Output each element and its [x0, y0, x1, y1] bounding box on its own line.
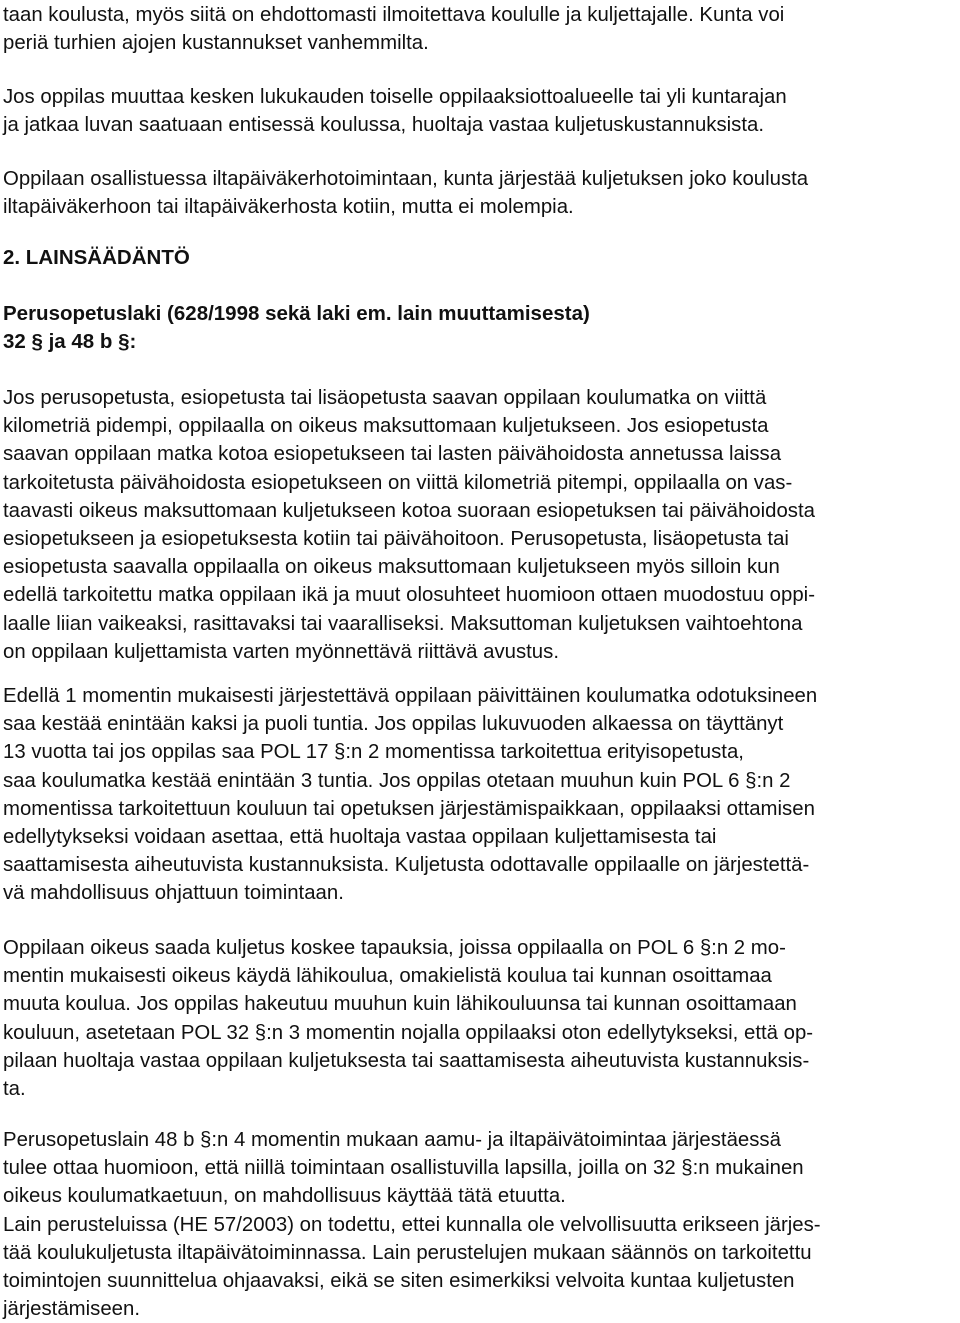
text-line: vä mahdollisuus ohjattuun toimintaan. [3, 881, 344, 905]
text-line: iltapäiväkerhoon tai iltapäiväkerhosta kotiin, mutta ei molempia. [3, 195, 574, 219]
text-line: ja jatkaa luvan saatuaan entisessä koulussa, huoltaja vastaa kuljetuskustannuksista. [3, 113, 765, 137]
text-line: esiopetukseen ja esiopetuksesta kotiin tai päivähoitoon. Perusopetusta, lisäopetusta tai [3, 526, 789, 550]
paragraph-area-change [3, 83, 959, 139]
text-line: mentin mukaisesti oikeus käydä lähikoulua, omakielistä koulua tai kunnan osoittamaa [3, 964, 772, 988]
text-line: laalle liian vaikeaksi, rasittavaksi tai vaaralliseksi. Maksuttoman kuljetuksen vaihtoehtona [3, 611, 803, 635]
text-line: kouluun, asetetaan POL 32 §:n 3 momentin nojalla oppilaaksi oton edellytykseksi, että op- [3, 1020, 814, 1044]
text-line: saa kestää enintään kaksi ja puoli tuntia. Jos oppilas lukuvuoden alkaessa on täyttänyt [3, 712, 784, 736]
text-line: tarkoitetusta päivähoidosta esiopetukseen on viittä kilometriä pitempi, oppilaalla on vas- [3, 470, 793, 494]
text-line: kilometriä pidempi, oppilaalla on oikeus maksuttomaan kuljetukseen. Jos esiopetusta [3, 414, 769, 438]
text-line: saavan oppilaan matka kotoa esiopetukseen tai lasten päivähoidosta annetussa laissa [3, 442, 782, 466]
text-line: edellytykseksi voidaan asettaa, että huoltaja vastaa oppilaan kuljettamisesta tai [3, 824, 717, 848]
text-line: Jos perusopetusta, esiopetusta tai lisäopetusta saavan oppilaan koulumatka on viittä [3, 386, 767, 409]
paragraph-transport-right [3, 384, 959, 666]
text-line: momentissa tarkoitettuun kouluun tai opetuksen järjestämispaikkaan, oppilaaksi ottamisen [3, 796, 815, 820]
text-line: taan koulusta, myös siitä on ehdottomasti ilmoitettava koululle ja kuljettajalle. Kunta voi [3, 3, 785, 26]
text-line: Edellä 1 momentin mukaisesti järjestettävä oppilaan päivittäinen koulumatka odotuksineen [3, 684, 818, 707]
law-title: Perusopetuslaki (628/1998 sekä laki em. lain muuttamisesta) [3, 302, 590, 325]
text-line: pilaan huoltaja vastaa oppilaan kuljetuksesta tai saattamisesta aiheutuvista kustannuksis- [3, 1048, 810, 1072]
text-line: järjestämiseen. [3, 1297, 141, 1321]
text-line: on oppilaan kuljettamista varten myönnettävä riittävä avustus. [3, 639, 559, 663]
paragraph-travel-time [3, 682, 959, 908]
text-line: edellä tarkoitettu matka oppilaan ikä ja muut olosuhteet huomioon ottaen muodostuu oppi- [3, 583, 815, 607]
text-line: muuta koulua. Jos oppilas hakeutuu muuhun kuin lähikouluunsa tai kunnan osoittamaan [3, 992, 797, 1016]
text-line: Jos oppilas muuttaa kesken lukukauden toiselle oppilaaksiottoalueelle tai yli kuntarajan [3, 85, 787, 108]
text-line: saattamisesta aiheutuvista kustannuksista. Kuljetusta odottavalle oppilaalle on järjestettä- [3, 853, 810, 877]
text-line: oikeus koulumatkaetuun, on mahdollisuus käyttää tätä etuutta. [3, 1184, 566, 1208]
text-line: periä turhien ajojen kustannukset vanhemmilta. [3, 31, 429, 55]
paragraph-morning-afternoon-activity [3, 1126, 959, 1323]
paragraph-local-school [3, 934, 959, 1103]
text-line: Lain perusteluissa (HE 57/2003) on todettu, ettei kunnalla ole velvollisuutta erikseen järjes- [3, 1212, 821, 1236]
paragraph-no-show-notice [3, 1, 959, 57]
text-line: toimintojen suunnittelua ohjaavaksi, eikä se siten esimerkiksi velvoita kuntaa kuljetusten [3, 1268, 795, 1292]
law-sections-heading: 32 § ja 48 b §: [3, 330, 137, 353]
text-line: taavasti oikeus maksuttomaan kuljetukseen kotoa suoraan esiopetuksen tai päivähoidosta [3, 498, 815, 522]
text-line: saa koulumatka kestää enintään 3 tuntia. Jos oppilas otetaan muuhun kuin POL 6 §:n 2 [3, 768, 791, 792]
text-line: 13 vuotta tai jos oppilas saa POL 17 §:n 2 momentissa tarkoitettua erityisopetusta, [3, 740, 744, 764]
text-line: tulee ottaa huomioon, että niillä toimintaan osallistuvilla lapsilla, joilla on 32 §:n mukainen [3, 1156, 804, 1180]
text-line: esiopetusta saavalla oppilaalla on oikeus maksuttomaan kuljetukseen myös silloin kun [3, 555, 780, 579]
text-line: ta. [3, 1076, 26, 1100]
section-heading: 2. LAINSÄÄDÄNTÖ [3, 246, 190, 269]
text-line: Oppilaan osallistuessa iltapäiväkerhotoimintaan, kunta järjestää kuljetuksen joko koulusta [3, 167, 809, 190]
text-line: Perusopetuslain 48 b §:n 4 momentin mukaan aamu- ja iltapäivätoimintaa järjestäessä [3, 1128, 781, 1151]
paragraph-afternoon-club [3, 165, 959, 221]
text-line: Oppilaan oikeus saada kuljetus koskee tapauksia, joissa oppilaalla on POL 6 §:n 2 mo- [3, 936, 786, 959]
text-line: tää koulukuljetusta iltapäivätoiminnassa. Lain perustelujen mukaan säännös on tarkoitettu [3, 1240, 812, 1264]
